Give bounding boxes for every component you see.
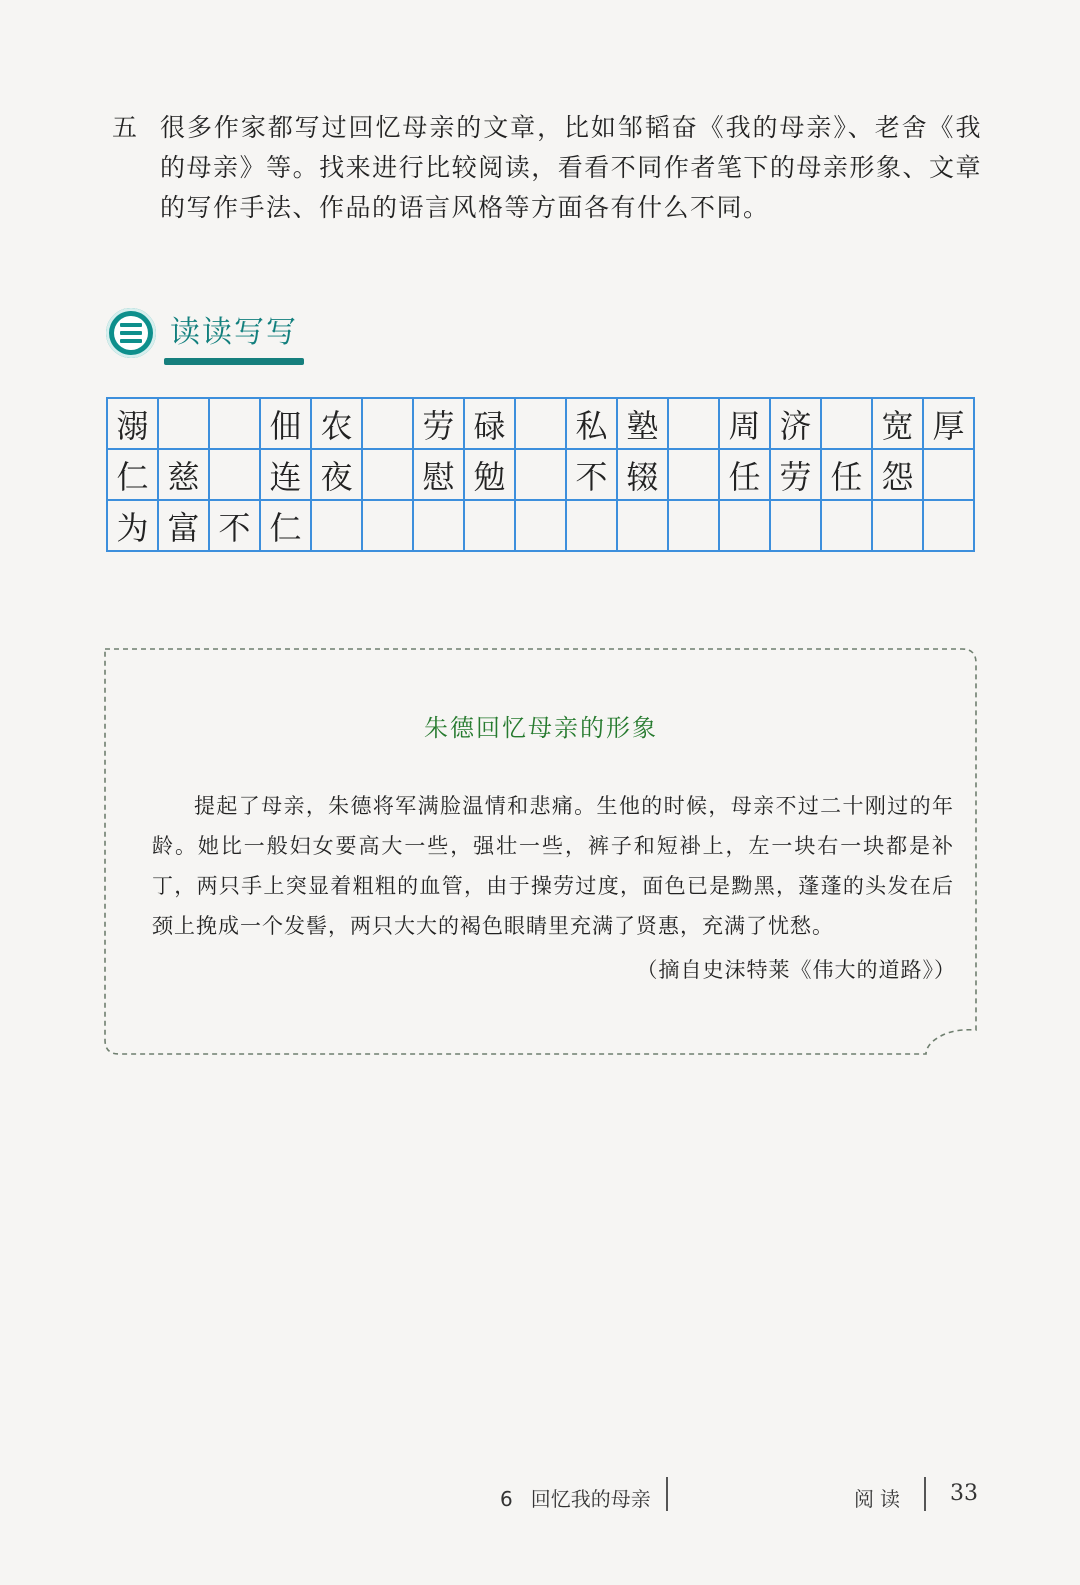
grid-row — [107, 449, 974, 500]
grid-cell — [515, 500, 566, 551]
grid-row — [107, 500, 974, 551]
grid-cell: 碌 — [464, 398, 515, 449]
grid-cell — [515, 398, 566, 449]
footer-lesson — [500, 1483, 651, 1512]
grid-cell — [668, 500, 719, 551]
section-title: 读读写写 — [170, 315, 298, 350]
grid-cell — [617, 500, 668, 551]
footer-section: 阅读 — [854, 1487, 906, 1511]
grid-cell — [158, 398, 209, 449]
grid-cell: 连 — [260, 449, 311, 500]
grid-cell: 怨 — [872, 449, 923, 500]
grid-cell: 仁 — [107, 449, 158, 500]
grid-cell: 任 — [821, 449, 872, 500]
grid-cell: 为 — [107, 500, 158, 551]
lesson-number: 6 — [500, 1487, 513, 1511]
exercise-text: 很多作家都写过回忆母亲的文章，比如邹韬奋《我的母亲》、老舍《我的母亲》等。找来进行比较阅读，看看不同作者笔下的母亲形象、文章的写作手法、作品的语言风格等方面各有什么不同。 — [160, 113, 982, 222]
grid-cell — [209, 398, 260, 449]
grid-cell — [668, 449, 719, 500]
grid-cell: 劳 — [413, 398, 464, 449]
grid-cell — [413, 500, 464, 551]
grid-cell — [515, 449, 566, 500]
grid-cell — [362, 398, 413, 449]
card-body: 提起了母亲，朱德将军满脸温情和悲痛。生他的时候，母亲不过二十刚过的年龄。她比一般妇女要高大一些，强壮一些，裤子和短褂上，左一块右一块都是补丁，两只手上突显着粗粗的血管，由于操劳过度，面色已是黝黑，蓬蓬的头发在后颈上挽成一个发髻，两只大大的褐色眼睛里充满了贤惠，充满了忧愁。 — [152, 794, 954, 938]
grid-cell — [566, 500, 617, 551]
grid-cell — [464, 500, 515, 551]
grid-cell: 不 — [566, 449, 617, 500]
grid-cell: 厚 — [923, 398, 974, 449]
grid-cell: 劳 — [770, 449, 821, 500]
lesson-title: 回忆我的母亲 — [530, 1487, 651, 1511]
grid-cell — [668, 398, 719, 449]
grid-row — [107, 398, 974, 449]
three-lines-icon — [106, 308, 156, 358]
footer-divider — [666, 1477, 668, 1511]
grid-cell — [311, 500, 362, 551]
grid-cell — [362, 500, 413, 551]
grid-cell — [209, 449, 260, 500]
grid-cell — [719, 500, 770, 551]
grid-cell: 塾 — [617, 398, 668, 449]
grid-cell: 不 — [209, 500, 260, 551]
grid-cell: 溺 — [107, 398, 158, 449]
grid-cell: 勉 — [464, 449, 515, 500]
card-source: （摘自史沫特莱《伟大的道路》） — [636, 958, 956, 982]
grid-cell — [923, 500, 974, 551]
section-header — [106, 308, 298, 358]
page-footer — [0, 1477, 1080, 1517]
card-title: 朱德回忆母亲的形象 — [424, 714, 658, 742]
grid-cell: 私 — [566, 398, 617, 449]
grid-cell — [872, 500, 923, 551]
grid-cell: 辍 — [617, 449, 668, 500]
vocabulary-grid — [106, 397, 975, 552]
grid-cell: 慈 — [158, 449, 209, 500]
grid-cell: 仁 — [260, 500, 311, 551]
section-underline — [164, 358, 304, 365]
grid-cell: 夜 — [311, 449, 362, 500]
grid-cell: 宽 — [872, 398, 923, 449]
footer-divider — [924, 1477, 926, 1511]
grid-cell: 任 — [719, 449, 770, 500]
grid-cell: 农 — [311, 398, 362, 449]
exercise-number: 五 — [112, 113, 139, 142]
reading-card — [104, 648, 978, 1056]
grid-cell — [821, 500, 872, 551]
grid-cell: 济 — [770, 398, 821, 449]
grid-cell: 周 — [719, 398, 770, 449]
grid-cell — [770, 500, 821, 551]
grid-cell — [362, 449, 413, 500]
exercise-five — [112, 108, 982, 228]
grid-cell — [923, 449, 974, 500]
grid-cell — [821, 398, 872, 449]
grid-cell: 佃 — [260, 398, 311, 449]
grid-cell: 慰 — [413, 449, 464, 500]
page-number: 33 — [950, 1481, 978, 1506]
grid-cell: 富 — [158, 500, 209, 551]
